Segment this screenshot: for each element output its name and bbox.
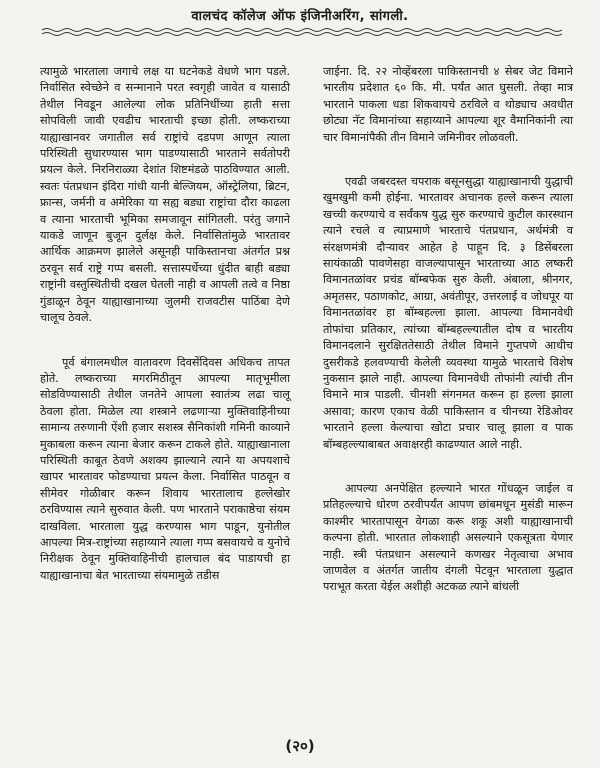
left-text-column [40,64,290,612]
paragraph: पूर्व बंगालमधील वातावरण दिवसेंदिवस अधिकच तापत होते. लष्कराच्या मगरमिठीतून आपल्या मातृभूमीला सोडविण्यासाठी तेथील जनतेने आपला स्वातंत्र्य लढा चालू ठेवला होता. मिळेल त्या शस्त्राने लढणाऱ्या मुक्तिवाहिनीच्या सामान्य तरुणानी ऐंशी हजार सशस्त्र सैनिकांशी गमिनी काव्याने मुकाबला करून त्याना बेजार करून टाकले होते. याह्याखानाला परिस्थिती काबूत ठेवणे अशक्य झाल्याने त्याने या अपयशाचे खापर भारतावर फोडण्याचा प्रयत्न केला. निर्वासित पाठवून व सीमेवर गोळीबार करून शिवाय भारतालाच हल्लेखोर ठरविण्यास त्याने सुरुवात केली. पण भारताने पराकाष्ठेचा संयम दाखविला. भारताला युद्ध करण्यास भाग पाडून, युनोतील आपल्या मित्र-राष्ट्रांच्या सहाय्याने त्याला गप्प बसवायचे व युनोचे निरीक्षक ठेवून मुक्तिवाहिनीची हालचाल बंद पाडायची हा याह्याखानाचा बेत भारताच्या संयमामुळे तडीस [40,355,290,582]
decorative-wavy-rule [42,28,562,38]
paragraph: एवढी जबरदस्त चपराक बसूनसुद्धा याह्याखानाची युद्धाची खुमखुमी कमी होईना. भारतावर अचानक हल्ले करून त्याला खच्ची करण्याचे व सर्वंकष युद्ध सुरु करण्याचे कुटील कारस्थान त्याने रचले व त्याप्रमाणे भारताचे पंतप्रधान, अर्थमंत्री व संरक्षणमंत्री दौऱ्यावर आहेत हे पाहून दि. ३ डिसेंबरला सायंकाळी पावणेसहा वाजल्यापासून भारताच्या आठ लष्करी विमानतळांवर प्रचंड बॉम्बफेक सुरु केली. अंबाला, श्रीनगर, अमृतसर, पठाणकोट, आग्रा, अवंतीपूर, उत्तरलाई व जोधपूर या विमानतळांवर हा बॉम्बहल्ला झाला. आपल्या विमानवेधी तोफांचा प्रतिकार, त्यांच्या बॉम्बहल्ल्यातील दोष व भारतीय विमानदलाने सुरक्षिततेसाठी तेथील विमाने गुप्तपणे आधीच दुसरीकडे हलवण्याची केलेली व्यवस्था यामुळे भारताचे विशेष नुकसान झाले नाही. आपल्या विमानवेधी तोफांनी त्यांची तीन विमाने मात्र पाडली. चीनशी संगनमत करून हा हल्ला झाला असावा; कारण एकाच वेळी पाकिस्तान व चीनच्या रेडिओवर भारताने हल्ला केल्याचा खोटा प्रचार चालू झाला व पाक बॉम्बहल्ल्याबाबत अवाक्षरही काढण्यात आले नाही. [323,175,573,451]
paragraph: जाईना. दि. २२ नोव्हेंबरला पाकिस्तानची ४ सेबर जेट विमाने भारतीय प्रदेशात ६० कि. मी. पर्यंत आत घुसली. तेव्हा मात्र भारताने पाकला धडा शिकवायचे ठरविले व थोड्याच अवधीत छोट्या नॅट विमानांच्या सहाय्याने आपल्या शूर वैमानिकांनी त्या चार विमानांपैकी तीन विमाने जमिनीवर लोळवली. [323,65,573,144]
paragraph: आपल्या अनपेक्षित हल्ल्याने भारत गोंधळून जाईल व प्रतिहल्ल्याचे धोरण ठरवीपर्यंत आपण छांबमधून मुसंडी मारून काश्मीर भारतापासून वेगळा करू शकू अशी याह्याखानाची कल्पना होती. भारतात लोकशाही असल्याने एकसूत्रता येणार नाही. स्त्री पंतप्रधान असल्याने कणखर नेतृत्वाचा अभाव जाणवेल व अंतर्गत जातीय दंगली पेटवून भारताला युद्धात पराभूत करता येईल अशीही अटकळ त्याने बांधली [323,481,573,594]
page-header-title: वालचंद कॉलेज ऑफ इंजिनीअरिंग, सांगली. [191,9,409,24]
page-number: (२०) [285,737,315,755]
right-text-column [323,64,573,624]
paragraph: त्यामुळे भारताला जगाचे लक्ष या घटनेकडे वेधणे भाग पडले. निर्वासित स्वेच्छेने व सन्मानाने परत स्वगृही जावेत व यासाठी तेथील निवडून आलेल्या लोक प्रतिनिधींच्या हाती सत्ता सोपविली जावी एवढीच भारताची इच्छा होती. लष्कराच्या याह्याखानवर जगातील सर्व राष्ट्रांचे दडपण आणून त्याला परिस्थिती सुधारण्यास भाग पाडण्यासाठी भारताने सर्वतोपरी प्रयत्न केले. निरनिराळ्या देशांत शिष्टमंडळे पाठविण्यात आली. स्वतः पंतप्रधान इंदिरा गांधी यानी बेल्जियम, ऑस्ट्रेलिया, ब्रिटन, फ्रान्स, जर्मनी व अमेरिका या सह्य बड्या राष्ट्रांचा दौरा काढला व त्याना भारताची भूमिका समजावून सांगितली. परंतु जगाने याकडे जाणून बुजून दुर्लक्ष केले. निर्वासितांमुळे भारतावर आर्थिक आक्रमण झालेले असूनही पाकिस्तानचा अंतर्गत प्रश्न ठरवून सर्व राष्ट्रे गप्प बसली. सत्तास्पर्धेच्या धुंदीत बाही बड्या राष्ट्रांनी वस्तुस्थितीची दखल घेतली नाही व आपली तत्वे व निष्ठा गुंडाळून ठेवून याह्याखानाच्या जुलमी राजवटीस पाठिंबा देणे चालूच ठेवले. [40,65,290,325]
